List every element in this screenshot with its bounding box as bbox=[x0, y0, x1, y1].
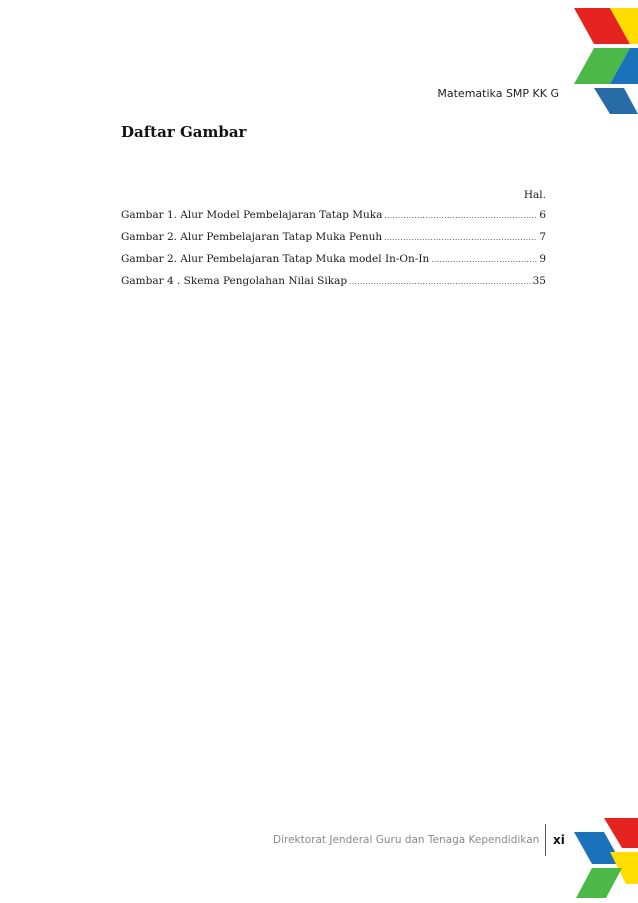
leader-dots bbox=[349, 278, 531, 286]
leader-dots bbox=[384, 234, 537, 242]
page-number: xi bbox=[553, 833, 565, 847]
figure-title: Gambar 4 . Skema Pengolahan Nilai Sikap bbox=[121, 275, 348, 287]
figure-page-number: 7 bbox=[539, 231, 546, 243]
figure-list-item[interactable] bbox=[121, 275, 546, 297]
running-header: Matematika SMP KK G bbox=[437, 87, 559, 100]
brand-logo-bottom bbox=[570, 818, 638, 903]
figure-title: Gambar 2. Alur Pembelajaran Tatap Muka model In-On-In bbox=[121, 253, 430, 265]
figure-page-number: 9 bbox=[539, 253, 546, 265]
leader-dots bbox=[384, 212, 537, 220]
figure-list bbox=[121, 209, 546, 297]
figure-title: Gambar 2. Alur Pembelajaran Tatap Muka Penuh bbox=[121, 231, 383, 243]
figure-list-item[interactable] bbox=[121, 253, 546, 275]
figure-page-number: 35 bbox=[532, 275, 546, 287]
figure-list-item[interactable] bbox=[121, 231, 546, 253]
brand-logo-top bbox=[566, 0, 638, 120]
footer-institution: Direktorat Jenderal Guru dan Tenaga Kependidikan bbox=[273, 834, 540, 846]
page-column-label: Hal. bbox=[523, 189, 546, 201]
figure-page-number: 6 bbox=[539, 209, 546, 221]
footer-divider bbox=[545, 824, 546, 856]
figure-title: Gambar 1. Alur Model Pembelajaran Tatap Muka bbox=[121, 209, 383, 221]
figure-list-item[interactable] bbox=[121, 209, 546, 231]
page-title: Daftar Gambar bbox=[121, 123, 247, 141]
leader-dots bbox=[431, 256, 537, 264]
